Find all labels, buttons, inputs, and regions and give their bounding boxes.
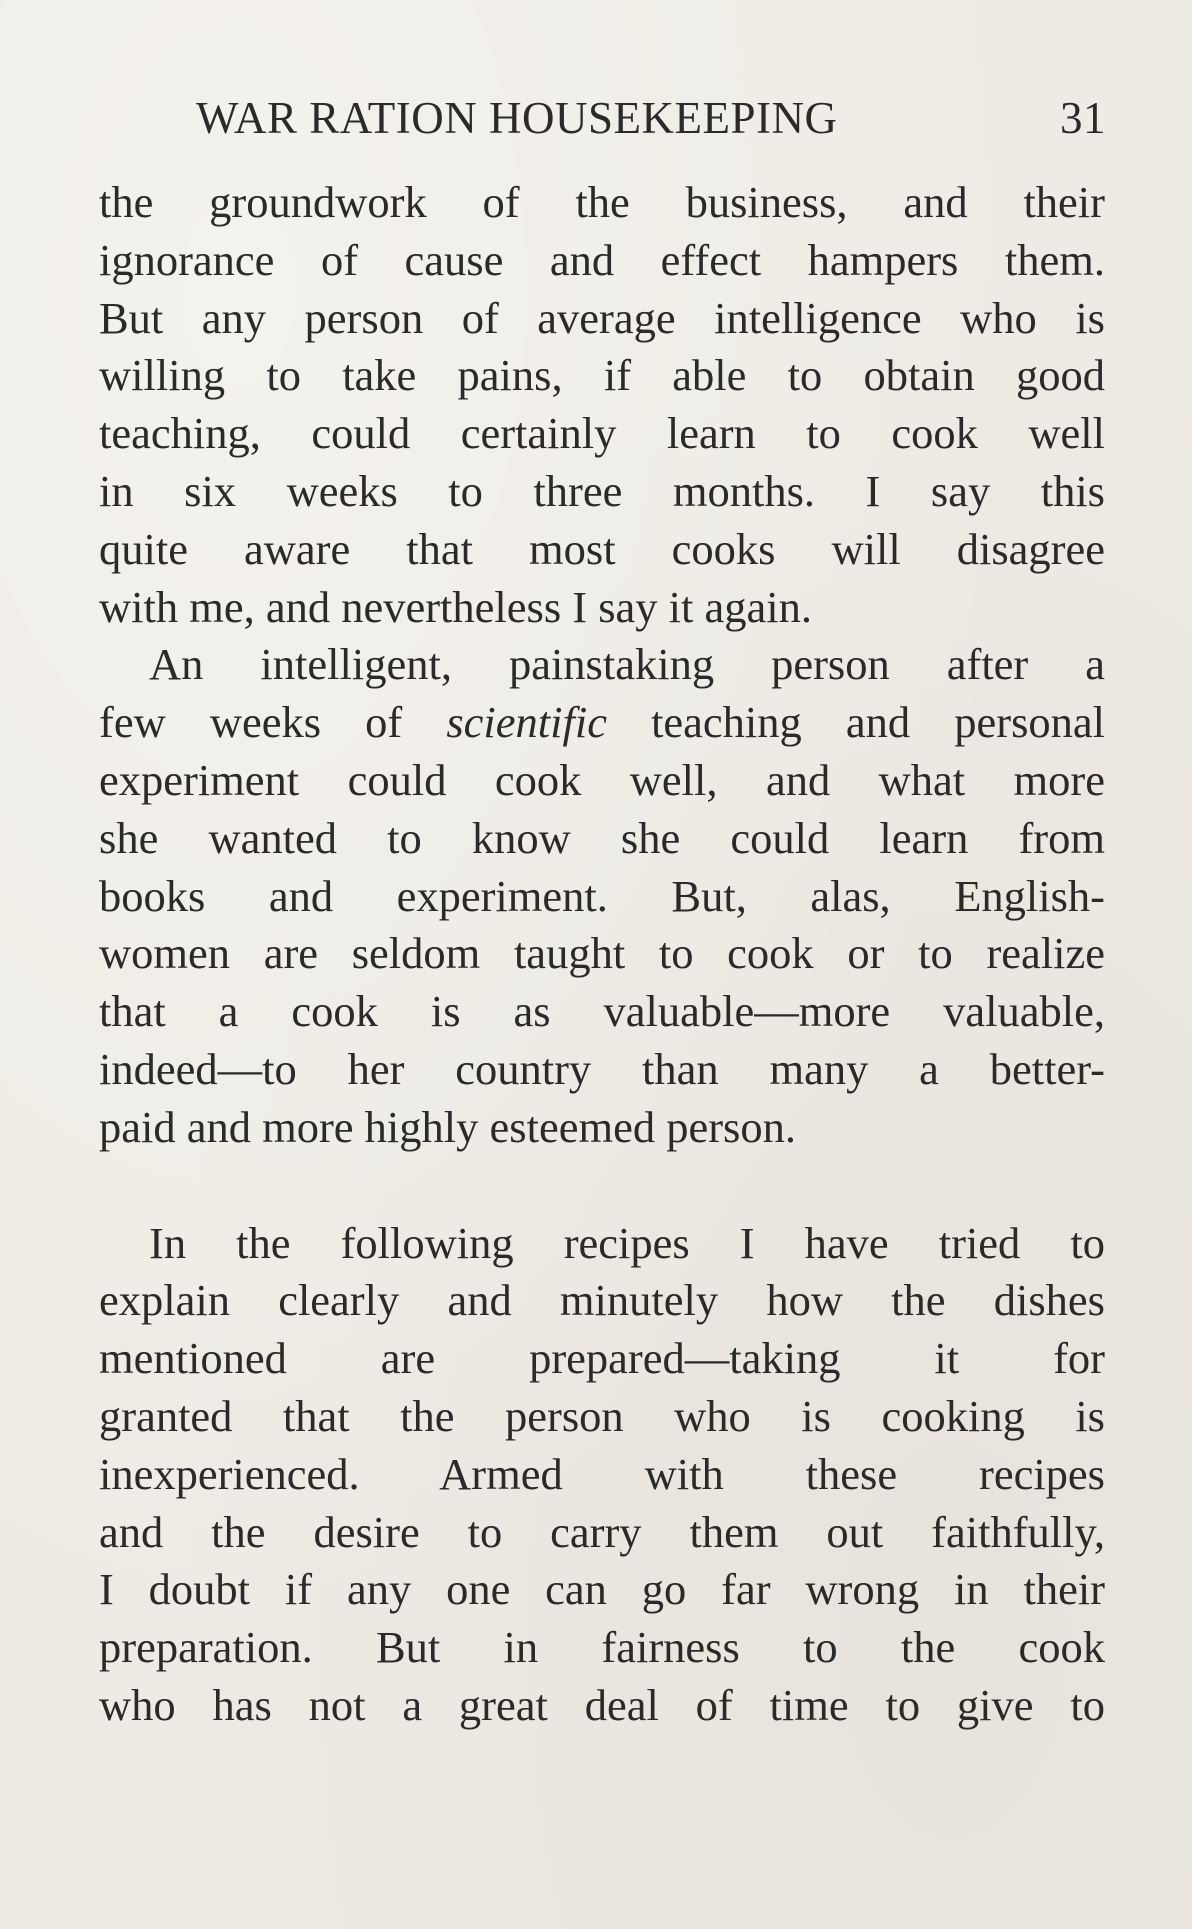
text-line: with me, and nevertheless I say it again. [99,581,813,632]
text-line: willing to take pains, if able to obtain good [99,350,1105,401]
text-line [99,1215,1105,1273]
text-line: she wanted to know she could learn from [99,812,1105,863]
paragraph-1 [99,174,1105,636]
emphasized-word: scientific [446,697,607,748]
text-line: women are seldom taught to cook or to realize [99,928,1105,979]
text-line: But any person of average intelligence who is [99,292,1105,343]
paragraph-3 [99,1215,1105,1735]
text-line: teaching, could certainly learn to cook well [99,408,1105,459]
text-line: books and experiment. But, alas, English- [99,870,1105,921]
text-line: ignorance of cause and effect hampers them. [99,234,1105,285]
text-line: and the desire to carry them out faithfully, [99,1506,1105,1557]
text-line: inexperienced. Armed with these recipes [99,1448,1105,1499]
text-line: quite aware that most cooks will disagree [99,523,1105,574]
paragraph-2 [99,636,1105,1156]
running-head [196,88,1106,148]
text-line: in six weeks to three months. I say this [99,465,1105,516]
text-line-content: In the following recipes I have tried to [149,1217,1105,1268]
body-text [99,174,1105,1735]
text-line: mentioned are prepared—taking it for [99,1333,1105,1384]
text-line: explain clearly and minutely how the dishes [99,1275,1105,1326]
text-line: indeed—to her country than many a better- [99,1043,1105,1094]
text-line: the groundwork of the business, and their [99,177,1105,227]
text-line: paid and more highly esteemed person. [99,1101,796,1152]
text-line: granted that the person who is cooking is [99,1390,1105,1441]
text-line [99,636,1105,694]
running-title: WAR RATION HOUSEKEEPING [196,93,838,143]
text-line: that a cook is as valuable—more valuable, [99,986,1105,1037]
text-line: I doubt if any one can go far wrong in their [99,1564,1105,1615]
text-line: experiment could cook well, and what more [99,754,1105,805]
text-fragment: few weeks of [99,697,403,748]
text-line: who has not a great deal of time to give to [99,1679,1105,1730]
text-fragment: teaching and personal [651,697,1106,748]
text-line [99,694,1105,752]
page-number: 31 [1060,93,1106,143]
text-line: preparation. But in fairness to the cook [99,1622,1105,1673]
text-line-content: An intelligent, painstaking person after a [149,639,1105,690]
